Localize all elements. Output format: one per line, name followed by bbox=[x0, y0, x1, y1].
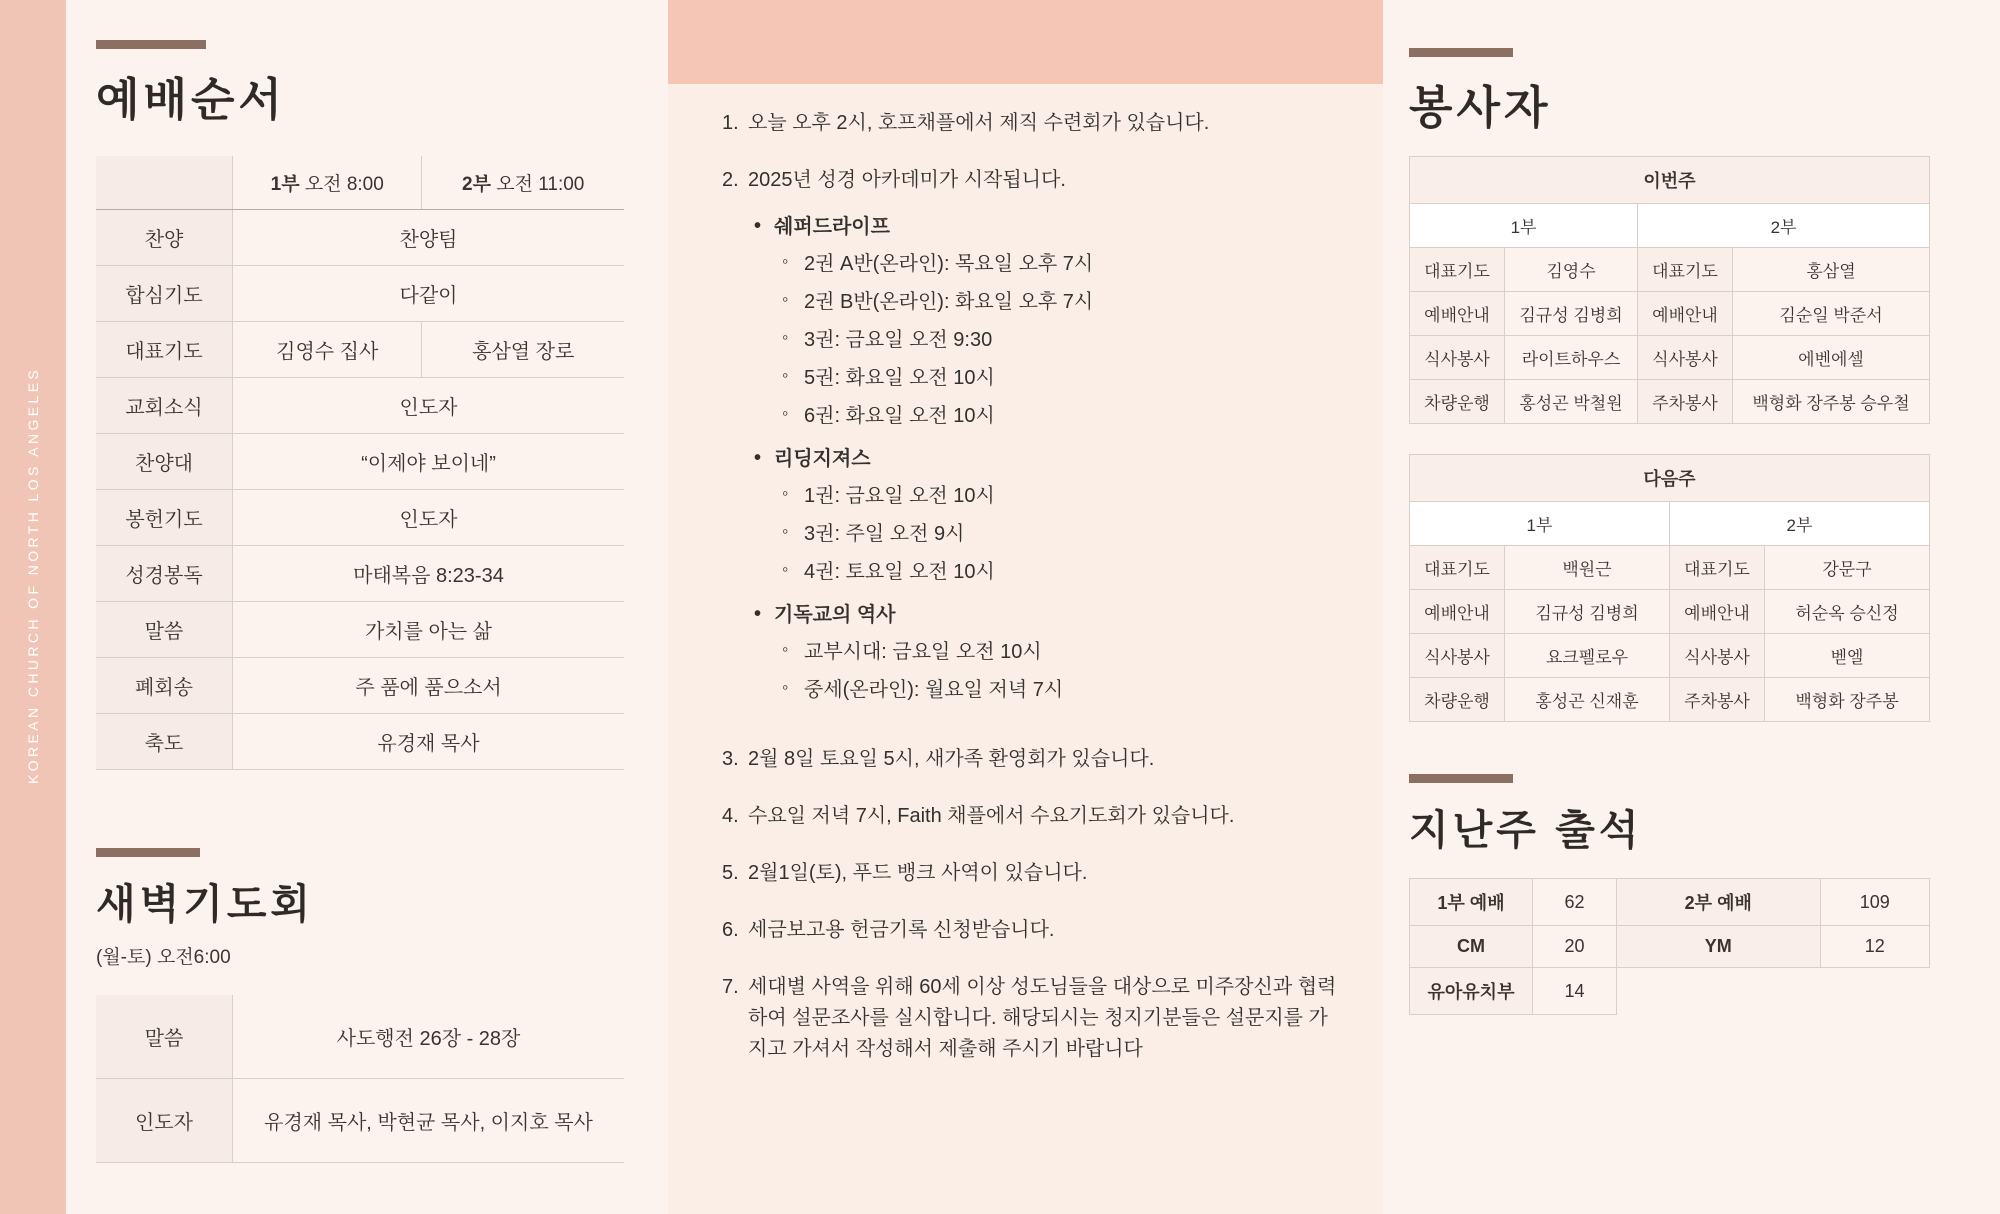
list-item: 6. 세금보고용 헌금기록 신청받습니다. bbox=[722, 919, 1055, 941]
list-item: 5. 2월1일(토), 푸드 뱅크 사역이 있습니다. bbox=[722, 862, 1088, 884]
dawn-prayer-table bbox=[96, 995, 624, 1163]
dawn-prayer-subtitle: (월-토) 오전6:00 bbox=[96, 947, 231, 968]
header-service-1: 1부 오전 8:00 bbox=[233, 156, 422, 210]
table-row: 인도자 유경재 목사, 박현균 목사, 이지호 목사 bbox=[96, 1079, 624, 1163]
column-worship-order bbox=[66, 0, 666, 1214]
divider-rule-volunteers bbox=[1409, 48, 1513, 57]
table-row: 대표기도 김영수 집사 홍삼열 장로 bbox=[96, 322, 624, 378]
list-item: • 쉐퍼드라이프 ◦ 2권 A반(온라인): 목요일 오후 7시 ◦ 2권 B반(온라인): 화요일 오후 7시 ◦ 3권: 금요일 오전 9:30 ◦ 5권: 화요일 오전 10시 ◦ 6권: 화요일 오전 10시 bbox=[748, 212, 1343, 432]
table-row: 차량운행 홍성곤 신재훈 주차봉사 백형화 장주봉 bbox=[1410, 678, 1930, 722]
volunteers-this-week-table bbox=[1409, 156, 1930, 424]
attendance-title: 지난주 출석 bbox=[1409, 807, 1643, 853]
list-item: ◦ 6권: 화요일 오전 10시 bbox=[748, 401, 1343, 432]
table-row: 식사봉사 요크펠로우 식사봉사 벧엘 bbox=[1410, 634, 1930, 678]
table-row: 폐회송 주 품에 품으소서 bbox=[96, 658, 624, 714]
table-row: 말씀 가치를 아는 삶 bbox=[96, 602, 624, 658]
announcement-top-banner bbox=[668, 0, 1383, 84]
bible-academy-groups bbox=[748, 212, 1343, 706]
table-row: 합심기도 다같이 bbox=[96, 266, 624, 322]
table-row: 1부 2부 bbox=[1410, 204, 1930, 248]
list-item: ◦ 4권: 토요일 오전 10시 bbox=[748, 557, 1343, 588]
table-row: 찬양 찬양팀 bbox=[96, 210, 624, 266]
table-row: 성경봉독 마태복음 8:23-34 bbox=[96, 546, 624, 602]
sidebar-spine bbox=[0, 0, 66, 1214]
list-item: ◦ 중세(온라인): 월요일 저녁 7시 bbox=[748, 675, 1343, 706]
divider-rule-dawn bbox=[96, 848, 200, 857]
list-item: ◦ 1권: 금요일 오전 10시 bbox=[748, 481, 1343, 512]
list-item: ◦ 2권 B반(온라인): 화요일 오후 7시 bbox=[748, 287, 1343, 318]
list-item: ◦ 교부시대: 금요일 오전 10시 bbox=[748, 637, 1343, 668]
list-item: 1. 오늘 오후 2시, 호프채플에서 제직 수련회가 있습니다. bbox=[722, 112, 1210, 134]
announcements-list bbox=[668, 108, 1383, 1065]
announcement-text: 2025년 성경 아카데미가 시작됩니다. bbox=[748, 169, 1066, 191]
table-row: 축도 유경재 목사 bbox=[96, 714, 624, 770]
table-row: 예배안내 김규성 김병희 예배안내 허순옥 승신정 bbox=[1410, 590, 1930, 634]
table-row: 교회소식 인도자 bbox=[96, 378, 624, 434]
list-item: ◦ 2권 A반(온라인): 목요일 오후 7시 bbox=[748, 249, 1343, 280]
table-row: 식사봉사 라이트하우스 식사봉사 에벤에셀 bbox=[1410, 336, 1930, 380]
list-item: 2. 2025년 성경 아카데미가 시작됩니다. • 쉐퍼드라이프 ◦ 2권 A반(온라인): 목요일 오후 7시 ◦ 2권 B반(온라인): 화요일 오후 7시 ◦ 3권: 금요일 오전 9:30 ◦ 5권: 화요일 오전 10시 ◦ 6권: 화요일 오전 10시 • 리딩지져스 ◦ 1권: 금요일 오전 10시 ◦ 3권: 주일 오전 9시 ◦ 4권: 토요일 오전 10시 • 기독교의 역사 ◦ 교부시대: 금요일 오전 10시 ◦ 중세(온라인): 월요일 저녁 7시 bbox=[722, 165, 1343, 718]
column-volunteers bbox=[1383, 0, 2000, 1214]
table-row: 대표기도 백원근 대표기도 강문구 bbox=[1410, 546, 1930, 590]
list-item: 3. 2월 8일 토요일 5시, 새가족 환영회가 있습니다. bbox=[722, 748, 1155, 770]
column-announcements bbox=[668, 0, 1383, 1214]
volunteers-title: 봉사자 bbox=[1409, 82, 1552, 133]
list-item: ◦ 5권: 화요일 오전 10시 bbox=[748, 363, 1343, 394]
list-item: 7. 세대별 사역을 위해 60세 이상 성도님들을 대상으로 미주장신과 협력하여 설문조사를 실시합니다. 해당되시는 청지기분들은 설문지를 가지고 가셔서 작성해서 제출해 주시기 바랍니다 bbox=[722, 976, 1337, 1060]
table-row: 예배안내 김규성 김병희 예배안내 김순일 박준서 bbox=[1410, 292, 1930, 336]
list-item: ◦ 3권: 금요일 오전 9:30 bbox=[748, 325, 1343, 356]
list-item: 4. 수요일 저녁 7시, Faith 채플에서 수요기도회가 있습니다. bbox=[722, 805, 1235, 827]
volunteers-next-week-table bbox=[1409, 454, 1930, 722]
table-row: 말씀 사도행전 26장 - 28장 bbox=[96, 995, 624, 1079]
worship-order-table bbox=[96, 156, 624, 770]
divider-rule-order bbox=[96, 40, 206, 49]
table-row: CM 20 YM 12 bbox=[1410, 926, 1930, 968]
table-row: 대표기도 김영수 대표기도 홍삼열 bbox=[1410, 248, 1930, 292]
divider-rule-attendance bbox=[1409, 774, 1513, 783]
table-row: 유아유치부 14 bbox=[1410, 968, 1930, 1015]
table-row: 다음주 bbox=[1410, 455, 1930, 502]
table-row: 이번주 bbox=[1410, 157, 1930, 204]
dawn-prayer-title: 새벽기도회 bbox=[96, 881, 315, 927]
table-row: 봉헌기도 인도자 bbox=[96, 490, 624, 546]
table-row: 1부 예배 62 2부 예배 109 bbox=[1410, 879, 1930, 926]
table-row: 차량운행 홍성곤 박철원 주차봉사 백형화 장주봉 승우철 bbox=[1410, 380, 1930, 424]
worship-order-title: 예배순서 bbox=[96, 74, 286, 125]
table-header-row bbox=[96, 156, 624, 210]
church-name-vertical: KOREAN CHURCH OF NORTH LOS ANGELES bbox=[25, 366, 41, 784]
table-row: 1부 2부 bbox=[1410, 502, 1930, 546]
list-item: • 기독교의 역사 ◦ 교부시대: 금요일 오전 10시 ◦ 중세(온라인): 월요일 저녁 7시 bbox=[748, 600, 1343, 706]
header-blank bbox=[96, 156, 233, 210]
table-row: 찬양대 “이제야 보이네” bbox=[96, 434, 624, 490]
list-item: ◦ 3권: 주일 오전 9시 bbox=[748, 519, 1343, 550]
list-item: • 리딩지져스 ◦ 1권: 금요일 오전 10시 ◦ 3권: 주일 오전 9시 ◦ 4권: 토요일 오전 10시 bbox=[748, 444, 1343, 588]
attendance-table bbox=[1409, 878, 1930, 1015]
header-service-2: 2부 오전 11:00 bbox=[422, 156, 624, 210]
